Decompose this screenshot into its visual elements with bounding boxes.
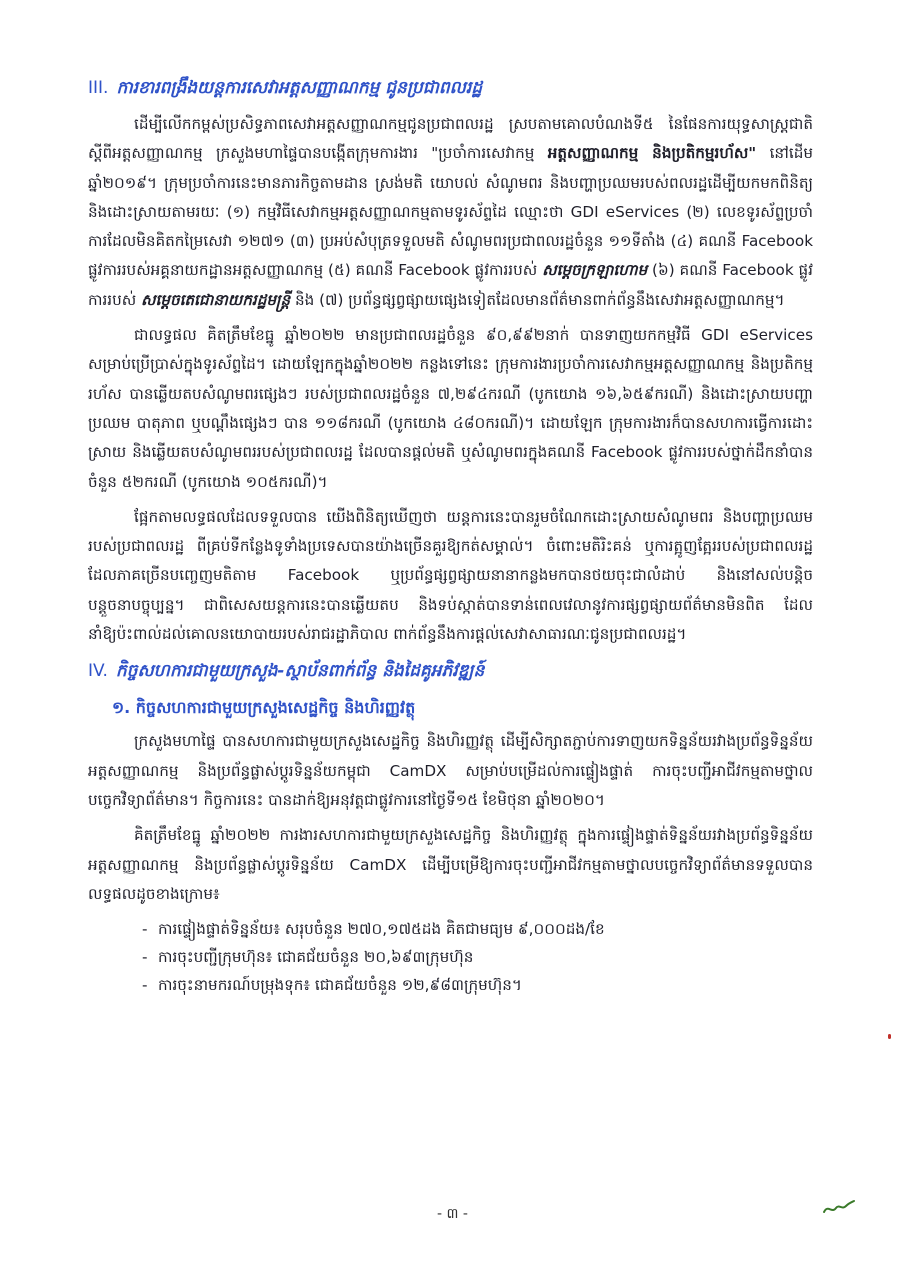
section-4-paragraph-1: ក្រសួងមហាផ្ទៃ បានសហការជាមួយក្រសួងសេដ្ឋកិច្ច និងហិរញ្ញវត្ថុ ដើម្បីសិក្សាតភ្ជាប់ការទាញយកទិន្នន័យរវាងប្រព័ន្ធទិន្នន័យអត្តសញ្ញាណកម្ម និងប្រព័ន្ធផ្លាស់ប្ដូរទិន្នន័យកម្ពុជា CamDX សម្រាប់បម្រើដល់ការផ្ទៀងផ្ទាត់ ការចុះបញ្ជីអាជីវកម្មតាមថ្នាលបច្ចេកវិទ្យាព័ត៌មាន។ កិច្ចការនេះ បានដាក់ឱ្យអនុវត្តជាផ្លូវការនៅថ្ងៃទី១៥ ខែមិថុនា ឆ្នាំ២០២០។ — [88, 732, 813, 809]
p1-text-b-bold: អត្តសញ្ញាណកម្ម និងប្រតិកម្មរហ័ស" — [547, 144, 757, 163]
p1-text-c: នៅដើមឆ្នាំ២០១៩។ ក្រុមប្រចាំការនេះមានភារកិច្ចតាមដាន ស្រង់មតិ យោបល់ សំណូមពរ និងបញ្ហាប្រឈមរបស់ពលរដ្ឋដើម្បីយកមកពិនិត្យ និងដោះស្រាយតាមរយៈ (១) កម្មវិធីសេវាកម្មអត្តសញ្ញាណកម្មតាមទូរស័ព្ទដៃ ឈ្មោះថា GDI eServices (២) លេខទូរស័ព្ទប្រចាំការដែលមិនគិតកម្រៃសេវា ១២៧១ (៣) ប្រអប់សំបុត្រទទួលមតិ សំណូមពរប្រជាពលរដ្ឋចំនួន ១១ទីតាំង (៤) គណនី Facebook ផ្លូវការរបស់អគ្គនាយកដ្ឋានអត្តសញ្ញាណកម្ម (៥) គណនី Facebook ផ្លូវការរបស់ — [88, 144, 813, 280]
section-4-number: IV. — [88, 661, 108, 682]
bullet-dash: - — [142, 976, 148, 995]
list-item — [142, 943, 813, 971]
p1-text-g: និង (៧) ប្រព័ន្ធផ្សព្វផ្សាយផ្សេងទៀតដែលមានព័ត៌មានពាក់ព័ន្ធនឹងសេវាអត្តសញ្ញាណកម្ម។ — [290, 290, 785, 309]
section-3-paragraph-3: ផ្អែកតាមលទ្ធផលដែលទទួលបាន យើងពិនិត្យឃើញថា យន្តការនេះបានរួមចំណែកដោះស្រាយសំណូមពរ និងបញ្ហាប្រឈមរបស់ប្រជាពលរដ្ឋ ពីគ្រប់ទីកន្លែងទូទាំងប្រទេសបានយ៉ាងច្រើនគួរឱ្យកត់សម្គាល់។ ចំពោះមតិរិះគន់ ឬការត្អូញត្អែររបស់ប្រជាពលរដ្ឋ ដែលភាគច្រើនបញ្ចេញមតិតាម Facebook ឬប្រព័ន្ធផ្សព្វផ្សាយនានាកន្លងមកបានថយចុះជាលំដាប់ និងនៅសល់បន្តិចបន្តួចនាបច្ចុប្បន្ន។ ជាពិសេសយន្តការនេះបានឆ្លើយតប និងទប់ស្កាត់បានទាន់ពេលវេលានូវការផ្សព្វផ្សាយព័ត៌មានមិនពិត ដែលនាំឱ្យប៉ះពាល់ដល់គោលនយោបាយរបស់រាជរដ្ឋាភិបាល ពាក់ព័ន្ធនឹងការផ្ដល់សេវាសាធារណៈជូនប្រជាពលរដ្ឋ។ — [88, 507, 813, 644]
ink-mark — [888, 1034, 891, 1039]
page-number: - ៣ - — [437, 1206, 468, 1222]
section-3-title: ការខារពង្រឹងយន្តការសេវាអត្តសញ្ញាណកម្ម ជូនប្រជាពលរដ្ឋ — [116, 78, 483, 98]
section-4-1-heading: ១. កិច្ចសហការជាមួយក្រសួងសេដ្ឋកិច្ច និងហិរញ្ញវត្ថុ — [112, 698, 416, 718]
p1-text-f-bold: សម្តេចតេជោនាយករដ្ឋមន្ត្រី — [141, 290, 291, 309]
section-4-heading — [88, 655, 813, 687]
handwritten-initial-mark — [822, 1198, 856, 1216]
list-item-text: ការចុះនាមករណ៍បម្រុងទុក៖ ជោគជ័យចំនួន ១២,៩៨៣ក្រុមហ៊ុន។ — [158, 976, 522, 995]
p1-text-d-bold: សម្តេចក្រឡាហោម — [542, 261, 648, 280]
section-4-paragraph-2: គិតត្រឹមខែធ្នូ ឆ្នាំ២០២២ ការងារសហការជាមួយក្រសួងសេដ្ឋកិច្ច និងហិរញ្ញវត្ថុ ក្នុងការផ្ទៀងផ្ទាត់ទិន្នន័យរវាងប្រព័ន្ធទិន្នន័យអត្តសញ្ញាណកម្ម និងប្រព័ន្ធផ្លាស់ប្ដូរទិន្នន័យ CamDX ដើម្បីបម្រើឱ្យការចុះបញ្ជីអាជីវកម្មតាមថ្នាលបច្ចេកវិទ្យាព័ត៌មានទទួលបានលទ្ធផលដូចខាងក្រោម៖ — [88, 826, 813, 903]
section-3-paragraph-2: ជាលទ្ធផល គិតត្រឹមខែធ្នូ ឆ្នាំ២០២២ មានប្រជាពលរដ្ឋចំនួន ៩០,៩៩២នាក់ បានទាញយកកម្មវិធី GDI eServices សម្រាប់ប្រើប្រាស់ក្នុងទូរស័ព្ទដៃ។ ដោយឡែកក្នុងឆ្នាំ២០២២ កន្លងទៅនេះ ក្រុមការងារប្រចាំការសេវាកម្មអត្តសញ្ញាណកម្ម និងប្រតិកម្មរហ័ស បានឆ្លើយតបសំណូមពរផ្សេងៗ របស់ប្រជាពលរដ្ឋចំនួន ៧,២៩៤ករណី (បូកយោង ១៦,៦៥៩ករណី) និងដោះស្រាយបញ្ហាប្រឈម បាតុភាព ឬបណ្ដឹងផ្សេងៗ បាន ១១៨ករណី (បូកយោង ៤៨០ករណី)។ ដោយឡែក ក្រុមការងារក៏បានសហការធ្វើការដោះស្រាយ និងឆ្លើយតបសំណូមពររបស់ប្រជាពលរដ្ឋ ដែលបានផ្ដល់មតិ ឬសំណូមពរក្នុងគណនី Facebook ផ្លូវការរបស់ថ្នាក់ដឹកនាំបានចំនួន ៥២ករណី (បូកយោង ១០៥ករណី)។ — [88, 326, 813, 491]
p1-text-e: (៦) គណនី Facebook ផ្លូវការរបស់ — [88, 261, 813, 309]
section-4-title: កិច្ចសហការជាមួយក្រសួង-ស្ថាប័នពាក់ព័ន្ធ និងដៃគូអភិវឌ្ឍន៍ — [115, 661, 485, 682]
bullet-dash: - — [142, 948, 148, 967]
section-3-number: III. — [88, 78, 109, 98]
section-3-paragraph-1 — [88, 110, 813, 315]
p1-text-a: ដើម្បីលើកកម្ពស់ប្រសិទ្ធភាពសេវាអត្តសញ្ញាណកម្មជូនប្រជាពលរដ្ឋ ស្របតាមគោលបំណងទី៥ នៃផែនការយុទ្ធសាស្ត្រជាតិស្ដីពីអត្តសញ្ញាណកម្ម ក្រសួងមហាផ្ទៃបានបង្កើតក្រុមការងារ "ប្រចាំការសេវាកម្ម — [88, 115, 813, 163]
bullet-dash: - — [142, 920, 148, 939]
list-item-text: ការផ្ទៀងផ្ទាត់ទិន្នន័យ៖ សរុបចំនួន ២៧០,១៧៥ដង គិតជាមធ្យម ៩,០០០ដង/ខែ — [158, 920, 605, 939]
list-item — [142, 971, 813, 999]
list-item-text: ការចុះបញ្ជីក្រុមហ៊ុន៖ ជោគជ័យចំនួន ២០,៦៩៣ក្រុមហ៊ុន — [158, 948, 474, 967]
section-3-heading — [88, 72, 813, 104]
list-item — [142, 915, 813, 943]
results-list — [88, 915, 813, 999]
